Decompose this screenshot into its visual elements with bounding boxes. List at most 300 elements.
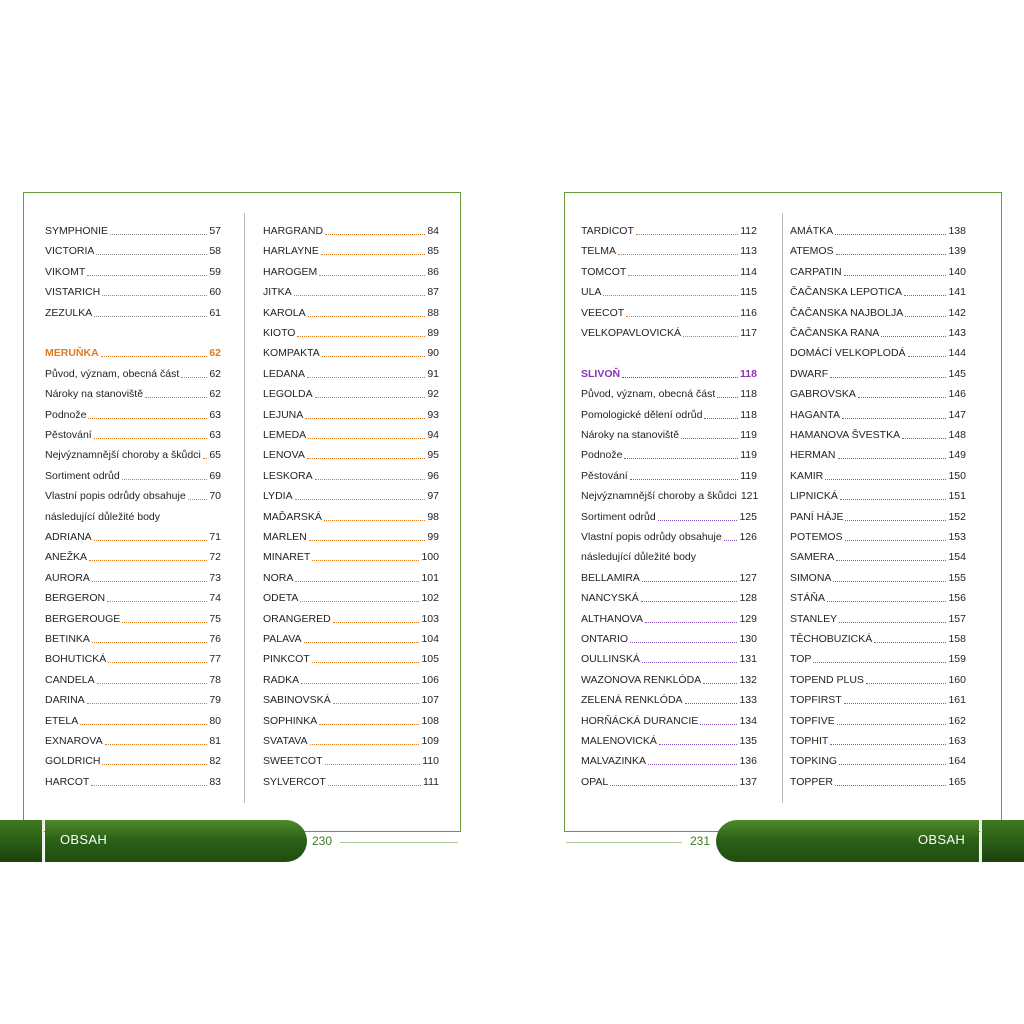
toc-entry-page: 152 bbox=[948, 510, 966, 523]
toc-entry-page: 144 bbox=[948, 347, 966, 360]
toc-entry-page: 77 bbox=[209, 653, 221, 666]
right-column-divider bbox=[782, 213, 783, 803]
toc-entry bbox=[263, 565, 439, 585]
toc-entry-page: 119 bbox=[740, 429, 757, 441]
toc-entry-title: SYMPHONIE bbox=[45, 225, 109, 237]
toc-entry-title: následující důležité body bbox=[45, 510, 160, 523]
toc-leader-dots bbox=[844, 702, 947, 704]
toc-entry bbox=[581, 748, 757, 768]
toc-entry bbox=[45, 381, 221, 401]
toc-entry-page: 134 bbox=[739, 714, 757, 727]
toc-entry-title: MERUŇKA bbox=[45, 347, 99, 360]
toc-entry-page: 148 bbox=[948, 429, 966, 441]
toc-entry-page: 94 bbox=[427, 429, 439, 441]
toc-leader-dots bbox=[844, 274, 947, 276]
toc-entry-title: Sortiment odrůd bbox=[581, 510, 656, 523]
toc-entry bbox=[581, 279, 757, 299]
toc-entry-title: LEGOLDA bbox=[263, 388, 313, 401]
toc-entry-page: 100 bbox=[421, 551, 439, 564]
toc-leader-dots bbox=[881, 335, 946, 337]
toc-entry-title: VELKOPAVLOVICKÁ bbox=[581, 327, 681, 339]
toc-entry bbox=[790, 667, 966, 687]
toc-entry-page: 62 bbox=[209, 347, 221, 360]
toc-entry-page: 137 bbox=[739, 775, 757, 788]
toc-entry-title: NORA bbox=[263, 571, 294, 584]
toc-leader-dots bbox=[825, 478, 946, 480]
toc-entry bbox=[790, 728, 966, 748]
toc-entry bbox=[581, 402, 757, 422]
toc-entry-page: 119 bbox=[740, 469, 757, 482]
toc-entry-page: 138 bbox=[948, 225, 966, 237]
toc-entry-page: 129 bbox=[739, 612, 757, 625]
toc-entry-title: GOLDRICH bbox=[45, 755, 101, 768]
toc-entry bbox=[263, 218, 439, 238]
toc-entry-page: 159 bbox=[948, 653, 966, 666]
toc-leader-dots bbox=[96, 253, 207, 255]
left-column-divider bbox=[244, 213, 245, 803]
toc-leader-dots bbox=[839, 763, 946, 765]
toc-entry-page: 114 bbox=[740, 265, 757, 278]
toc-entry-title: TOMCOT bbox=[581, 265, 627, 278]
toc-entry-title: TOPEND PLUS bbox=[790, 673, 864, 686]
toc-entry bbox=[790, 463, 966, 483]
toc-entry-title: Nároky na stanoviště bbox=[581, 429, 680, 441]
toc-entry bbox=[581, 687, 757, 707]
toc-entry-title: MALVAZINKA bbox=[581, 755, 646, 768]
toc-entry-page: 157 bbox=[948, 612, 966, 625]
toc-entry bbox=[263, 769, 439, 789]
toc-entry-page: 160 bbox=[948, 673, 966, 686]
toc-leader-dots bbox=[89, 559, 207, 561]
toc-entry-title: ATEMOS bbox=[790, 245, 834, 258]
toc-entry-title: TARDICOT bbox=[581, 225, 634, 237]
toc-entry-title: VISTARICH bbox=[45, 286, 101, 299]
toc-entry-page: 107 bbox=[421, 694, 439, 707]
toc-leader-dots bbox=[700, 723, 737, 725]
toc-leader-dots bbox=[307, 457, 425, 459]
toc-leader-dots bbox=[683, 335, 738, 337]
toc-entry bbox=[45, 687, 221, 707]
toc-entry bbox=[45, 585, 221, 605]
toc-entry-page: 86 bbox=[427, 265, 439, 278]
toc-entry-page: 118 bbox=[740, 367, 757, 380]
toc-entry-title: Původ, význam, obecná část bbox=[581, 388, 716, 401]
toc-leader-dots bbox=[294, 294, 426, 296]
toc-entry-page: 121 bbox=[740, 490, 759, 503]
toc-entry bbox=[263, 238, 439, 258]
toc-entry-page: 112 bbox=[740, 225, 757, 237]
toc-entry-page: 81 bbox=[209, 735, 221, 747]
toc-leader-dots bbox=[305, 417, 425, 419]
toc-leader-dots bbox=[704, 417, 738, 419]
toc-entry-title: HAGANTA bbox=[790, 408, 840, 421]
toc-leader-dots bbox=[842, 417, 946, 419]
toc-entry-page: 88 bbox=[427, 306, 439, 319]
toc-entry-page: 63 bbox=[209, 408, 221, 421]
toc-entry-title: ČAČANSKA LEPOTICA bbox=[790, 286, 903, 299]
footer-left-label: OBSAH bbox=[60, 832, 108, 847]
toc-entry-title: ČAČANSKA RANA bbox=[790, 327, 880, 339]
toc-entry-title: Sortiment odrůd bbox=[45, 469, 120, 482]
toc-entry bbox=[581, 238, 757, 258]
toc-entry-title: AURORA bbox=[45, 571, 90, 584]
toc-entry-page: 105 bbox=[421, 653, 439, 666]
toc-entry bbox=[263, 483, 439, 503]
toc-entry-page: 116 bbox=[740, 306, 757, 319]
left-page-number: 230 bbox=[312, 834, 333, 848]
toc-entry-title: SIMONA bbox=[790, 571, 832, 584]
toc-entry-page: 153 bbox=[948, 531, 966, 543]
toc-entry bbox=[45, 606, 221, 626]
toc-entry-title: TOP bbox=[790, 653, 812, 666]
toc-leader-dots bbox=[322, 355, 426, 357]
toc-entry-title: PINKCOT bbox=[263, 653, 310, 666]
toc-entry-page: 110 bbox=[422, 755, 439, 768]
toc-leader-dots bbox=[307, 376, 425, 378]
toc-entry-page: 78 bbox=[209, 673, 221, 686]
toc-entry bbox=[45, 442, 221, 462]
toc-entry bbox=[45, 402, 221, 422]
toc-entry-title: TĚCHOBUZICKÁ bbox=[790, 633, 873, 645]
toc-entry bbox=[45, 320, 221, 340]
toc-entry-title: Pěstování bbox=[45, 429, 92, 441]
toc-entry-page: 75 bbox=[209, 612, 221, 625]
toc-leader-dots bbox=[839, 621, 946, 623]
toc-leader-dots bbox=[87, 702, 208, 704]
toc-entry-title: VIKOMT bbox=[45, 265, 86, 278]
toc-entry bbox=[45, 524, 221, 544]
toc-entry bbox=[263, 728, 439, 748]
toc-entry-page: 118 bbox=[740, 388, 757, 401]
toc-entry-page: 84 bbox=[427, 225, 439, 237]
toc-entry bbox=[263, 463, 439, 483]
toc-leader-dots bbox=[833, 580, 946, 582]
toc-entry bbox=[263, 361, 439, 381]
toc-leader-dots bbox=[108, 661, 207, 663]
toc-entry-title: ZEZULKA bbox=[45, 306, 93, 319]
toc-leader-dots bbox=[618, 253, 738, 255]
toc-leader-dots bbox=[181, 376, 207, 378]
toc-entry-title: LESKORA bbox=[263, 469, 313, 482]
toc-entry bbox=[263, 687, 439, 707]
toc-leader-dots bbox=[628, 274, 738, 276]
toc-entry-page: 96 bbox=[427, 469, 439, 482]
toc-leader-dots bbox=[122, 478, 208, 480]
toc-entry bbox=[581, 565, 757, 585]
toc-entry-title: HERMAN bbox=[790, 449, 836, 462]
toc-entry-page: 89 bbox=[427, 327, 439, 339]
toc-entry bbox=[581, 646, 757, 666]
toc-entry-title: ONTARIO bbox=[581, 633, 629, 645]
toc-entry bbox=[263, 340, 439, 360]
toc-entry bbox=[790, 300, 966, 320]
toc-entry-title: Vlastní popis odrůdy obsahuje bbox=[581, 531, 722, 543]
toc-entry-page: 156 bbox=[948, 592, 966, 605]
toc-entry-page: 59 bbox=[209, 265, 221, 278]
toc-leader-dots bbox=[105, 743, 208, 745]
toc-entry bbox=[581, 381, 757, 401]
toc-entry bbox=[790, 422, 966, 442]
toc-entry-page: 98 bbox=[427, 510, 439, 523]
toc-entry bbox=[790, 279, 966, 299]
toc-leader-dots bbox=[904, 294, 946, 296]
toc-entry-title: VICTORIA bbox=[45, 245, 95, 258]
toc-leader-dots bbox=[301, 682, 419, 684]
toc-entry bbox=[45, 626, 221, 646]
toc-entry bbox=[45, 646, 221, 666]
toc-entry bbox=[263, 402, 439, 422]
toc-entry-page: 142 bbox=[948, 306, 966, 319]
toc-entry-title: KOMPAKTA bbox=[263, 347, 320, 360]
toc-entry-page: 136 bbox=[739, 755, 757, 768]
toc-entry bbox=[790, 504, 966, 524]
toc-entry-page: 151 bbox=[948, 490, 966, 503]
toc-entry-title: OULLINSKÁ bbox=[581, 653, 640, 666]
toc-entry-page: 103 bbox=[421, 612, 439, 625]
toc-entry-page: 65 bbox=[209, 449, 221, 462]
toc-leader-dots bbox=[630, 641, 737, 643]
toc-entry bbox=[790, 708, 966, 728]
toc-entry-page: 113 bbox=[740, 245, 757, 258]
left-footer-rule bbox=[340, 842, 458, 843]
toc-leader-dots bbox=[310, 743, 420, 745]
toc-entry-title: Nejvýznamnější choroby a škůdci bbox=[45, 449, 201, 462]
toc-entry-page: 99 bbox=[427, 531, 439, 543]
toc-entry bbox=[263, 442, 439, 462]
toc-leader-dots bbox=[92, 641, 207, 643]
toc-entry-page: 149 bbox=[948, 449, 966, 462]
toc-entry-title: HARLAYNE bbox=[263, 245, 319, 258]
toc-leader-dots bbox=[645, 621, 737, 623]
toc-entry-title: RADKA bbox=[263, 673, 300, 686]
toc-entry-page: 132 bbox=[739, 673, 757, 686]
toc-entry bbox=[45, 748, 221, 768]
toc-entry-title: TOPPER bbox=[790, 775, 833, 788]
toc-leader-dots bbox=[80, 723, 207, 725]
toc-leader-dots bbox=[703, 682, 737, 684]
toc-entry-page: 115 bbox=[740, 286, 757, 299]
toc-entry-title: TELMA bbox=[581, 245, 617, 258]
toc-entry-page: 58 bbox=[209, 245, 221, 258]
toc-entry-title: ZELENÁ RENKLÓDA bbox=[581, 694, 683, 707]
toc-entry bbox=[790, 259, 966, 279]
toc-entry bbox=[581, 422, 757, 442]
toc-leader-dots bbox=[827, 600, 946, 602]
toc-leader-dots bbox=[905, 315, 946, 317]
toc-entry-page: 130 bbox=[739, 633, 757, 645]
toc-entry-title: KIOTO bbox=[263, 327, 296, 339]
toc-entry-page: 57 bbox=[209, 225, 221, 237]
toc-entry bbox=[263, 606, 439, 626]
toc-leader-dots bbox=[325, 763, 421, 765]
toc-entry bbox=[263, 585, 439, 605]
toc-entry bbox=[581, 667, 757, 687]
toc-entry-page: 117 bbox=[740, 327, 757, 339]
toc-entry-title: AMÁTKA bbox=[790, 225, 834, 237]
toc-leader-dots bbox=[295, 498, 426, 500]
toc-entry-title: TOPFIVE bbox=[790, 714, 835, 727]
toc-entry-title: PALAVA bbox=[263, 633, 302, 645]
toc-entry-page: 91 bbox=[427, 367, 439, 380]
toc-leader-dots bbox=[830, 743, 946, 745]
toc-leader-dots bbox=[319, 274, 425, 276]
toc-leader-dots bbox=[835, 233, 946, 235]
toc-entry-page: 162 bbox=[948, 714, 966, 727]
toc-entry bbox=[45, 565, 221, 585]
toc-leader-dots bbox=[94, 539, 208, 541]
toc-leader-dots bbox=[636, 233, 738, 235]
toc-entry bbox=[263, 300, 439, 320]
toc-leader-dots bbox=[658, 519, 738, 521]
toc-leader-dots bbox=[659, 743, 738, 745]
toc-leader-dots bbox=[101, 355, 208, 357]
toc-leader-dots bbox=[642, 661, 738, 663]
toc-entry-title: Pěstování bbox=[581, 469, 628, 482]
toc-entry-title: SYLVERCOT bbox=[263, 775, 326, 788]
toc-leader-dots bbox=[648, 763, 738, 765]
toc-entry-title: JITKA bbox=[263, 286, 292, 299]
toc-leader-dots bbox=[94, 315, 207, 317]
toc-entry-title: HARCOT bbox=[45, 775, 90, 788]
toc-entry-page: 143 bbox=[948, 327, 966, 339]
toc-entry bbox=[263, 667, 439, 687]
toc-entry-page: 92 bbox=[427, 388, 439, 401]
toc-entry-title: KAMIR bbox=[790, 469, 824, 482]
toc-entry-title: následující důležité body bbox=[581, 551, 696, 564]
toc-entry-page: 72 bbox=[209, 551, 221, 564]
toc-entry-title: ETELA bbox=[45, 714, 79, 727]
toc-entry-title: SOPHINKA bbox=[263, 714, 318, 727]
toc-entry-title: LIPNICKÁ bbox=[790, 490, 838, 503]
toc-entry-page: 62 bbox=[209, 388, 221, 401]
toc-entry bbox=[45, 340, 221, 360]
toc-entry bbox=[790, 442, 966, 462]
toc-entry-title: BERGERON bbox=[45, 592, 106, 605]
toc-entry bbox=[45, 238, 221, 258]
footer-right-tab bbox=[982, 820, 1024, 862]
toc-leader-dots bbox=[122, 621, 207, 623]
toc-entry-page: 106 bbox=[421, 673, 439, 686]
toc-leader-dots bbox=[333, 621, 420, 623]
toc-leader-dots bbox=[724, 539, 738, 541]
toc-entry bbox=[263, 259, 439, 279]
toc-leader-dots bbox=[94, 437, 208, 439]
toc-entry-title: EXNAROVA bbox=[45, 735, 103, 747]
toc-entry bbox=[263, 748, 439, 768]
toc-entry-title: ULA bbox=[581, 286, 602, 299]
toc-entry-page: 165 bbox=[948, 775, 966, 788]
toc-entry-title: BOHUTICKÁ bbox=[45, 653, 107, 666]
toc-leader-dots bbox=[717, 396, 738, 398]
toc-entry bbox=[581, 300, 757, 320]
toc-entry bbox=[263, 422, 439, 442]
toc-entry bbox=[790, 646, 966, 666]
footer-right-label: OBSAH bbox=[918, 832, 966, 847]
toc-entry bbox=[581, 606, 757, 626]
toc-entry bbox=[263, 504, 439, 524]
toc-leader-dots bbox=[685, 702, 738, 704]
toc-entry-title: SWEETCOT bbox=[263, 755, 323, 768]
toc-entry bbox=[581, 320, 757, 340]
toc-leader-dots bbox=[145, 396, 207, 398]
toc-entry bbox=[263, 646, 439, 666]
toc-entry-title: PANÍ HÁJE bbox=[790, 510, 844, 523]
toc-leader-dots bbox=[102, 294, 207, 296]
toc-entry-title: STÁŇA bbox=[790, 592, 826, 605]
toc-entry bbox=[45, 361, 221, 381]
toc-entry-page: 85 bbox=[427, 245, 439, 258]
toc-leader-dots bbox=[837, 723, 947, 725]
toc-entry bbox=[790, 585, 966, 605]
toc-entry-page: 82 bbox=[209, 755, 221, 768]
toc-entry bbox=[45, 708, 221, 728]
toc-entry-page: 108 bbox=[421, 714, 439, 727]
toc-entry bbox=[790, 320, 966, 340]
toc-leader-dots bbox=[813, 661, 946, 663]
toc-leader-dots bbox=[315, 478, 426, 480]
toc-entry bbox=[790, 687, 966, 707]
toc-entry-title: MARLEN bbox=[263, 531, 307, 543]
toc-leader-dots bbox=[321, 253, 425, 255]
right-footer-rule bbox=[566, 842, 682, 843]
toc-entry bbox=[790, 748, 966, 768]
toc-entry bbox=[45, 544, 221, 564]
toc-entry-page: 69 bbox=[209, 469, 221, 482]
toc-leader-dots bbox=[840, 498, 947, 500]
toc-entry-title: POTEMOS bbox=[790, 531, 843, 543]
toc-leader-dots bbox=[845, 539, 947, 541]
toc-entry-title: Podnože bbox=[581, 449, 623, 462]
toc-entry bbox=[263, 626, 439, 646]
toc-entry bbox=[45, 259, 221, 279]
toc-entry-page: 140 bbox=[948, 265, 966, 278]
toc-entry-title: SAMERA bbox=[790, 551, 835, 564]
toc-entry bbox=[581, 544, 757, 564]
toc-leader-dots bbox=[308, 315, 426, 317]
toc-entry bbox=[581, 259, 757, 279]
toc-leader-dots bbox=[624, 457, 738, 459]
toc-entry bbox=[45, 483, 221, 503]
toc-entry bbox=[45, 728, 221, 748]
toc-entry-page: 128 bbox=[739, 592, 757, 605]
toc-entry-title: HAMANOVA ŠVESTKA bbox=[790, 429, 901, 441]
toc-leader-dots bbox=[91, 784, 207, 786]
toc-entry-page: 101 bbox=[421, 571, 439, 584]
toc-entry bbox=[263, 544, 439, 564]
toc-leader-dots bbox=[874, 641, 946, 643]
toc-entry-title: LYDIA bbox=[263, 490, 293, 503]
toc-leader-dots bbox=[328, 784, 421, 786]
toc-entry bbox=[790, 565, 966, 585]
toc-leader-dots bbox=[836, 559, 946, 561]
toc-entry-title: ANEŽKA bbox=[45, 551, 88, 564]
toc-entry-page: 63 bbox=[209, 429, 221, 441]
toc-entry-title: HORŇÁCKÁ DURANCIE bbox=[581, 714, 699, 727]
toc-leader-dots bbox=[866, 682, 947, 684]
toc-leader-dots bbox=[835, 784, 946, 786]
toc-leader-dots bbox=[836, 253, 947, 255]
toc-entry-page: 118 bbox=[740, 408, 757, 421]
toc-entry-title: ALTHANOVA bbox=[581, 612, 644, 625]
toc-entry bbox=[581, 504, 757, 524]
toc-entry bbox=[263, 320, 439, 340]
toc-entry-title: Pomologické dělení odrůd bbox=[581, 408, 703, 421]
toc-entry-page: 158 bbox=[948, 633, 966, 645]
toc-leader-dots bbox=[188, 498, 208, 500]
toc-entry bbox=[263, 524, 439, 544]
toc-entry bbox=[581, 463, 757, 483]
toc-entry-title: HAROGEM bbox=[263, 265, 318, 278]
